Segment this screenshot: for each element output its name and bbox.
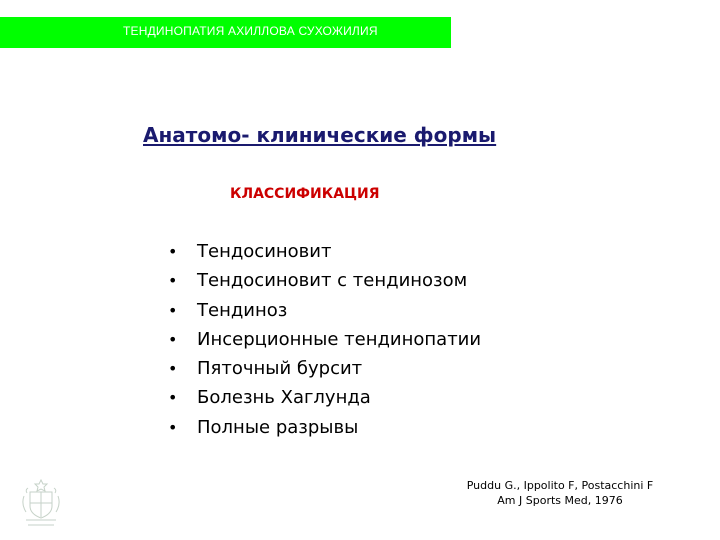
bullet-icon: •	[168, 359, 178, 379]
bullet-icon: •	[168, 242, 178, 261]
bullet-icon: •	[168, 329, 178, 349]
list-item	[168, 266, 481, 295]
list-item-text: Тендосиновит	[197, 241, 332, 262]
list-item	[168, 237, 481, 266]
bullet-icon: •	[168, 388, 178, 408]
list-item	[168, 383, 481, 412]
banner-title: ТЕНДИНОПАТИЯ АХИЛЛОВА СУХОЖИЛИЯ	[123, 24, 378, 38]
citation-authors: Puddu G., Ippolito F, Postacchini F	[466, 479, 654, 492]
list-item-text: Инсерционные тендинопатии	[197, 328, 482, 350]
list-item	[168, 325, 481, 354]
list-item	[168, 413, 481, 442]
list-item-text: Болезнь Хаглунда	[197, 387, 371, 409]
classification-heading: КЛАССИФИКАЦИЯ	[230, 186, 380, 202]
forms-list	[168, 237, 481, 442]
section-heading: Анатомо- клинические формы	[143, 123, 497, 147]
bullet-icon: •	[168, 417, 178, 437]
list-item-text: Полные разрывы	[197, 416, 359, 438]
citation-journal: Am J Sports Med, 1976	[497, 494, 623, 507]
citation	[440, 478, 680, 508]
bullet-icon: •	[168, 271, 178, 291]
list-item-text: Тендосиновит с тендинозом	[197, 270, 468, 292]
list-item-text: Тендиноз	[197, 299, 288, 321]
crest-logo-icon	[16, 474, 66, 530]
bullet-icon: •	[168, 300, 178, 320]
list-item	[168, 296, 481, 325]
list-item-text: Пяточный бурсит	[197, 358, 363, 380]
list-item	[168, 354, 481, 383]
